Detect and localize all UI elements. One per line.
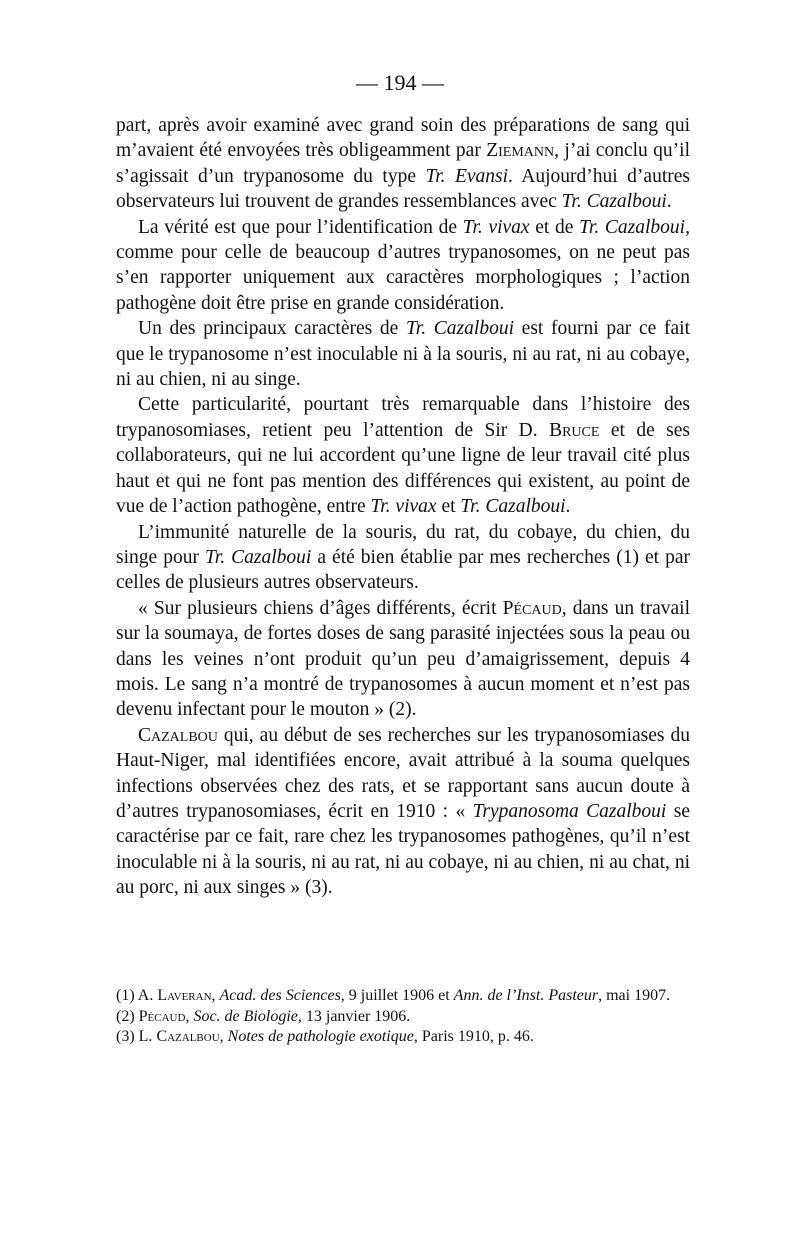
page-number: — 194 — xyxy=(356,70,444,95)
author-name: Pécaud xyxy=(502,597,562,619)
italic-text: Tr. vivax xyxy=(370,496,437,518)
author-name: Pécaud xyxy=(138,1007,186,1025)
italic-text: Tr. vivax xyxy=(462,216,530,238)
paragraph: part, après avoir examiné avec grand soin des préparations de sang qui m’avaient été envoyées très obligeamment par Ziemann, j’ai conclu qu’il s’agissait d’un trypanosome du type Tr. Evansi. Aujourd’hui d’autres observateurs lui trouvent de grandes ressemblances avec Tr. Cazalboui. xyxy=(116,115,690,213)
body-text xyxy=(116,113,690,901)
footnote: (3) L. Cazalbou, Notes de pathologie exotique, Paris 1910, p. 46. xyxy=(116,1028,534,1046)
footnote: (2) Pécaud, Soc. de Biologie, 13 janvier 1906. xyxy=(116,1007,411,1025)
italic-text: Trypanosoma Cazalboui xyxy=(472,800,667,822)
italic-text: Soc. de Biologie xyxy=(193,1007,298,1025)
italic-text: Tr. Evansi xyxy=(425,165,509,187)
paragraph: La vérité est que pour l’identification de Tr. vivax et de Tr. Cazalboui, comme pour celle de beaucoup d’autres trypanosomes, on ne peut pas s’en rapporter uniquement aux caractères morphologiques ; l’action pathogène doit être prise en grande considération. xyxy=(116,216,690,314)
italic-text: Tr. Cazalboui xyxy=(205,546,312,568)
author-name: Laveran xyxy=(157,987,212,1004)
paragraph: Cazalbou qui, au début de ses recherches sur les trypanosomiases du Haut-Niger, mal identifiées encore, avait attribué à la souma quelques infections observées chez des rats, et se rapportant sans aucun doute à d’autres trypanosomiases, écrit en 1910 : « Trypanosoma Cazalboui se caractérise par ce fait, rare chez les trypanosomes pathogènes, qu’il n’est inoculable ni à la souris, ni au rat, ni au cobaye, ni au chien, ni au chat, ni au porc, ni aux singes » (3). xyxy=(116,724,690,899)
italic-text: Tr. Cazalboui, xyxy=(579,216,690,238)
footnotes xyxy=(116,986,690,1048)
author-name: Ziemann xyxy=(486,140,555,162)
paragraph: Un des principaux caractères de Tr. Cazalboui est fourni par ce fait que le trypanosome n’est inoculable ni à la souris, ni au rat, ni au cobaye, ni au chien, ni au singe. xyxy=(116,318,690,391)
italic-text: Tr. Cazalboui xyxy=(406,318,514,340)
italic-text: Acad. des Sciences xyxy=(219,987,341,1004)
paragraph: « Sur plusieurs chiens d’âges différents, écrit Pécaud, dans un travail sur la soumaya, de fortes doses de sang parasité injectées sous la peau ou dans les veines n’ont produit qu’un peu d’amaigrissement, depuis 4 mois. Le sang n’a montré de trypanosomes à aucun moment et n’est pas devenu infectant pour le mouton » (2). xyxy=(116,597,690,721)
footnote: (1) A. Laveran, Acad. des Sciences, 9 juillet 1906 et Ann. de l’Inst. Pasteur, mai 1907. xyxy=(116,987,671,1004)
author-name: Cazalbou xyxy=(156,1028,220,1046)
italic-text: Notes de pathologie exotique xyxy=(227,1028,414,1046)
author-name: Bruce xyxy=(549,419,600,441)
italic-text: Ann. de l’Inst. Pasteur xyxy=(453,987,599,1004)
paragraph: Cette particularité, pourtant très remarquable dans l’histoire des trypanosomiases, retient peu l’attention de Sir D. Bruce et de ses collaborateurs, qui ne lui accordent qu’une ligne de leur travail cité plus haut et qui ne font pas mention des différences qui existent, au point de vue de l’action pathogène, entre Tr. vivax et Tr. Cazalboui. xyxy=(116,394,691,518)
italic-text: Tr. Cazalboui xyxy=(561,191,667,213)
italic-text: Tr. Cazalboui xyxy=(460,496,566,518)
author-name: Cazalbou xyxy=(138,724,218,746)
paragraph: L’immunité naturelle de la souris, du rat, du cobaye, du chien, du singe pour Tr. Cazalboui a été bien établie par mes recherches (1) et par celles de plusieurs autres observateurs. xyxy=(116,521,690,594)
